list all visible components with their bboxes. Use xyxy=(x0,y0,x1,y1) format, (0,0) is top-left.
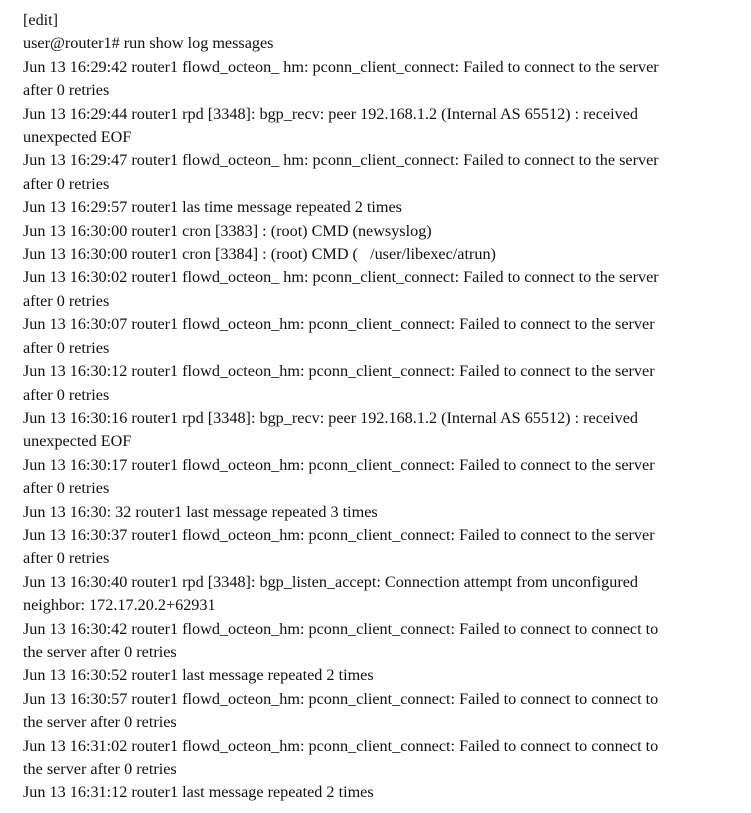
log-line: Jun 13 16:29:57 router1 las time message repeated 2 times xyxy=(23,198,402,217)
log-line: Jun 13 16:30:00 router1 cron [3384] : (root) CMD ( /user/libexec/atrun) xyxy=(23,245,496,264)
log-line: Jun 13 16:30:07 router1 flowd_octeon_hm: pconn_client_connect: Failed to connect to the server xyxy=(23,315,655,334)
log-line: Jun 13 16:30: 32 router1 last message repeated 3 times xyxy=(23,502,378,521)
log-line: Jun 13 16:30:40 router1 rpd [3348]: bgp_listen_accept: Connection attempt from unconfigured xyxy=(23,572,638,591)
log-line: after 0 retries xyxy=(23,174,110,193)
log-line: Jun 13 16:30:16 router1 rpd [3348]: bgp_recv: peer 192.168.1.2 (Internal AS 65512) : received xyxy=(23,408,638,427)
log-line: Jun 13 16:31:02 router1 flowd_octeon_hm: pconn_client_connect: Failed to connect to connect to xyxy=(23,736,659,755)
log-line: Jun 13 16:29:44 router1 rpd [3348]: bgp_recv: peer 192.168.1.2 (Internal AS 65512) : received xyxy=(23,104,638,123)
log-line: Jun 13 16:30:42 router1 flowd_octeon_hm: pconn_client_connect: Failed to connect to connect to xyxy=(23,619,659,638)
command-line: user@router1# run show log messages xyxy=(23,34,274,53)
log-line: Jun 13 16:30:52 router1 last message repeated 2 times xyxy=(23,666,374,685)
log-line: unexpected EOF xyxy=(23,128,132,147)
log-line: neighbor: 172.17.20.2+62931 xyxy=(23,596,216,615)
log-line: Jun 13 16:30:00 router1 cron [3383] : (root) CMD (newsyslog) xyxy=(23,221,432,240)
log-line: after 0 retries xyxy=(23,81,110,100)
log-line: after 0 retries xyxy=(23,549,110,568)
log-line: Jun 13 16:30:17 router1 flowd_octeon_hm: pconn_client_connect: Failed to connect to the server xyxy=(23,455,655,474)
log-line: Jun 13 16:30:37 router1 flowd_octeon_hm: pconn_client_connect: Failed to connect to the server xyxy=(23,525,655,544)
log-output xyxy=(23,9,733,805)
log-line: Jun 13 16:30:57 router1 flowd_octeon_hm: pconn_client_connect: Failed to connect to connect to xyxy=(23,689,659,708)
log-line: after 0 retries xyxy=(23,338,110,357)
log-line: [edit] xyxy=(23,11,59,29)
log-line: the server after 0 retries xyxy=(23,713,177,732)
log-line: after 0 retries xyxy=(23,385,110,404)
log-line: Jun 13 16:30:02 router1 flowd_octeon_ hm: pconn_client_connect: Failed to connect to the server xyxy=(23,268,659,287)
log-line: after 0 retries xyxy=(23,291,110,310)
log-line: after 0 retries xyxy=(23,479,110,498)
log-line: unexpected EOF xyxy=(23,432,132,451)
log-line: the server after 0 retries xyxy=(23,642,177,661)
log-line: Jun 13 16:29:47 router1 flowd_octeon_ hm: pconn_client_connect: Failed to connect to the server xyxy=(23,151,659,170)
log-line: the server after 0 retries xyxy=(23,760,177,778)
log-line: Jun 13 16:29:42 router1 flowd_octeon_ hm: pconn_client_connect: Failed to connect to the server xyxy=(23,57,659,76)
log-line: Jun 13 16:31:12 router1 last message repeated 2 times xyxy=(23,783,374,802)
log-line: Jun 13 16:30:12 router1 flowd_octeon_hm: pconn_client_connect: Failed to connect to the server xyxy=(23,362,655,381)
